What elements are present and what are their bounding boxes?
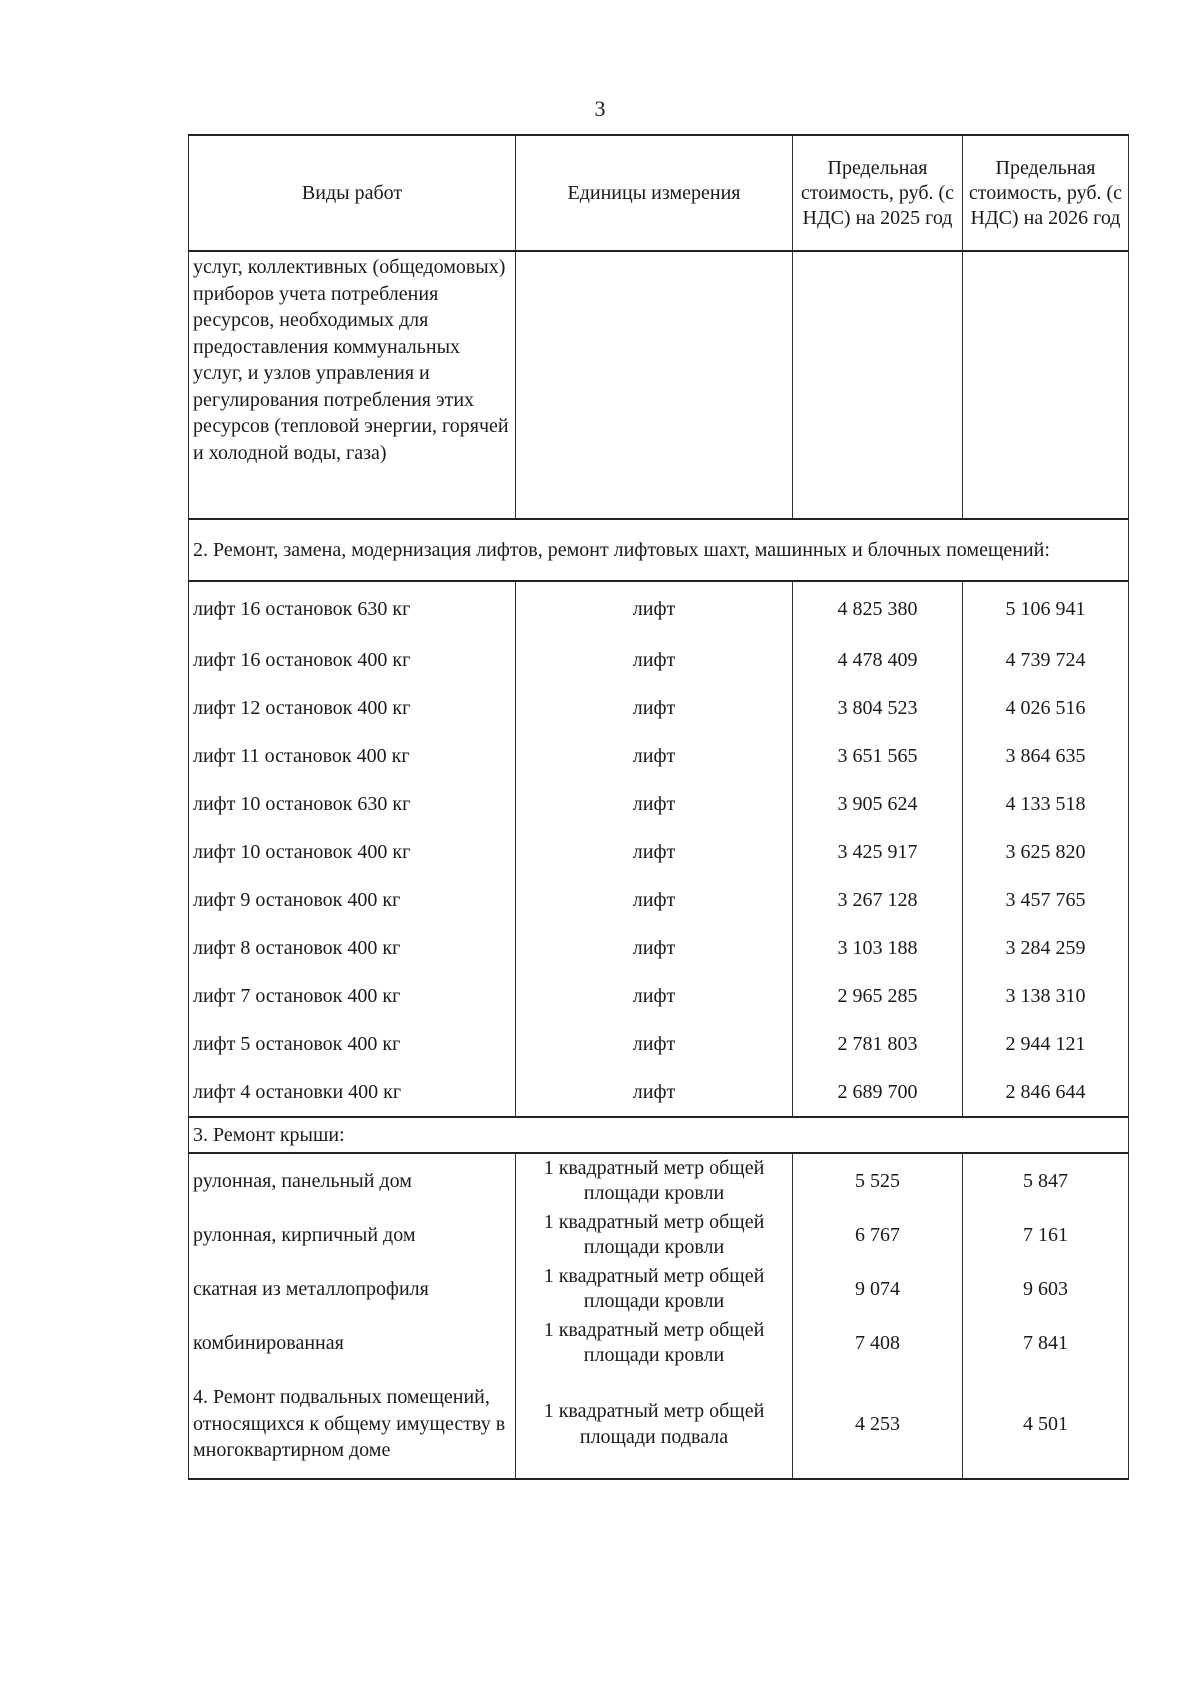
price-2026-cell: 5 106 941 — [963, 581, 1129, 636]
price-table — [188, 134, 1129, 1480]
table-row-lift — [189, 732, 1129, 780]
price-2026-cell: 3 138 310 — [963, 972, 1129, 1020]
price-2025-cell: 3 425 917 — [793, 828, 963, 876]
work-cell: лифт 9 остановок 400 кг — [189, 876, 516, 924]
price-2026-cell: 3 864 635 — [963, 732, 1129, 780]
price-2026-cell: 5 847 — [963, 1153, 1129, 1208]
unit-cell: лифт — [516, 1068, 793, 1117]
price-2026-cell: 4 739 724 — [963, 636, 1129, 684]
work-cell: лифт 10 остановок 400 кг — [189, 828, 516, 876]
work-cell: лифт 12 остановок 400 кг — [189, 684, 516, 732]
table-row-roof — [189, 1262, 1129, 1316]
table-row-lift — [189, 1020, 1129, 1068]
price-2026-cell: 7 161 — [963, 1208, 1129, 1262]
price-2025-cell: 7 408 — [793, 1316, 963, 1370]
unit-cell: лифт — [516, 581, 793, 636]
unit-cell: лифт — [516, 636, 793, 684]
unit-cell: 1 квадратный метр общей площади кровли — [516, 1316, 793, 1370]
work-cell: лифт 8 остановок 400 кг — [189, 924, 516, 972]
unit-cell: лифт — [516, 684, 793, 732]
table-row-lift — [189, 972, 1129, 1020]
unit-cell: 1 квадратный метр общей площади кровли — [516, 1153, 793, 1208]
table-row-basement — [189, 1370, 1129, 1479]
table-row-lift — [189, 876, 1129, 924]
price-2026-cell: 3 284 259 — [963, 924, 1129, 972]
table-row-lift — [189, 636, 1129, 684]
lift-rows — [189, 581, 1129, 1117]
table-row-roof — [189, 1153, 1129, 1208]
header-price-2026: Предельная стоимость, руб. (с НДС) на 2026 год — [963, 135, 1129, 251]
unit-cell: лифт — [516, 732, 793, 780]
unit-cell: лифт — [516, 924, 793, 972]
price-2026-cell: 4 026 516 — [963, 684, 1129, 732]
price-2025-cell: 2 781 803 — [793, 1020, 963, 1068]
price-2025-cell: 3 651 565 — [793, 732, 963, 780]
price-2026-cell: 3 625 820 — [963, 828, 1129, 876]
price-2025-cell: 9 074 — [793, 1262, 963, 1316]
price-2026-cell: 2 846 644 — [963, 1068, 1129, 1117]
table-row-lift — [189, 1068, 1129, 1117]
price-2026-cell: 9 603 — [963, 1262, 1129, 1316]
table-row-lift — [189, 581, 1129, 636]
price-2025-cell: 2 689 700 — [793, 1068, 963, 1117]
work-cell: лифт 4 остановки 400 кг — [189, 1068, 516, 1117]
section-lifts-title: 2. Ремонт, замена, модернизация лифтов, ремонт лифтовых шахт, машинных и блочных помещений: — [189, 519, 1129, 581]
price-2026-cell: 3 457 765 — [963, 876, 1129, 924]
unit-cell: лифт — [516, 780, 793, 828]
unit-cell: лифт — [516, 876, 793, 924]
work-cell: лифт 7 остановок 400 кг — [189, 972, 516, 1020]
section-roof-row — [189, 1117, 1129, 1153]
price-2025-cell: 3 905 624 — [793, 780, 963, 828]
page-number: 3 — [594, 96, 606, 121]
price-2025-cell: 5 525 — [793, 1153, 963, 1208]
work-cell: рулонная, панельный дом — [189, 1153, 516, 1208]
table-row-lift — [189, 924, 1129, 972]
header-work-type: Виды работ — [189, 135, 516, 251]
table-row-continuation — [189, 251, 1129, 519]
continuation-text: услуг, коллективных (общедомовых) приборов учета потребления ресурсов, необходимых для предоставления коммунальных услуг, и узлов управления и регулирования потребления этих ресурсов (тепловой энергии, горячей и холодной воды, газа) — [189, 251, 516, 519]
price-2025-cell: 3 267 128 — [793, 876, 963, 924]
price-2025-cell: 3 804 523 — [793, 684, 963, 732]
table-row-roof — [189, 1208, 1129, 1262]
unit-cell: лифт — [516, 972, 793, 1020]
work-cell: комбинированная — [189, 1316, 516, 1370]
table-row-lift — [189, 780, 1129, 828]
price-2025-cell: 4 825 380 — [793, 581, 963, 636]
work-cell: лифт 5 остановок 400 кг — [189, 1020, 516, 1068]
work-cell: лифт 16 остановок 630 кг — [189, 581, 516, 636]
unit-cell: 1 квадратный метр общей площади кровли — [516, 1262, 793, 1316]
work-cell: лифт 16 остановок 400 кг — [189, 636, 516, 684]
basement-work: 4. Ремонт подвальных помещений, относящихся к общему имуществу в многоквартирном доме — [189, 1370, 516, 1479]
unit-cell: лифт — [516, 828, 793, 876]
section-roof-title: 3. Ремонт крыши: — [189, 1117, 1129, 1153]
basement-price-2026: 4 501 — [963, 1370, 1129, 1479]
work-cell: лифт 10 остановок 630 кг — [189, 780, 516, 828]
unit-cell: лифт — [516, 1020, 793, 1068]
price-2025-cell: 2 965 285 — [793, 972, 963, 1020]
price-2026-cell: 2 944 121 — [963, 1020, 1129, 1068]
roof-rows — [189, 1153, 1129, 1370]
section-lifts-row — [189, 519, 1129, 581]
price-2025-cell: 6 767 — [793, 1208, 963, 1262]
basement-price-2025: 4 253 — [793, 1370, 963, 1479]
table-header-row — [189, 135, 1129, 251]
unit-cell: 1 квадратный метр общей площади кровли — [516, 1208, 793, 1262]
work-cell: лифт 11 остановок 400 кг — [189, 732, 516, 780]
work-cell: скатная из металлопрофиля — [189, 1262, 516, 1316]
table-row-lift — [189, 684, 1129, 732]
price-2025-cell: 4 478 409 — [793, 636, 963, 684]
price-2025-cell: 3 103 188 — [793, 924, 963, 972]
header-unit: Единицы измерения — [516, 135, 793, 251]
basement-unit: 1 квадратный метр общей площади подвала — [516, 1370, 793, 1479]
price-2026-cell: 7 841 — [963, 1316, 1129, 1370]
table-row-lift — [189, 828, 1129, 876]
work-cell: рулонная, кирпичный дом — [189, 1208, 516, 1262]
price-2026-cell: 4 133 518 — [963, 780, 1129, 828]
header-price-2025: Предельная стоимость, руб. (с НДС) на 2025 год — [793, 135, 963, 251]
table-row-roof — [189, 1316, 1129, 1370]
